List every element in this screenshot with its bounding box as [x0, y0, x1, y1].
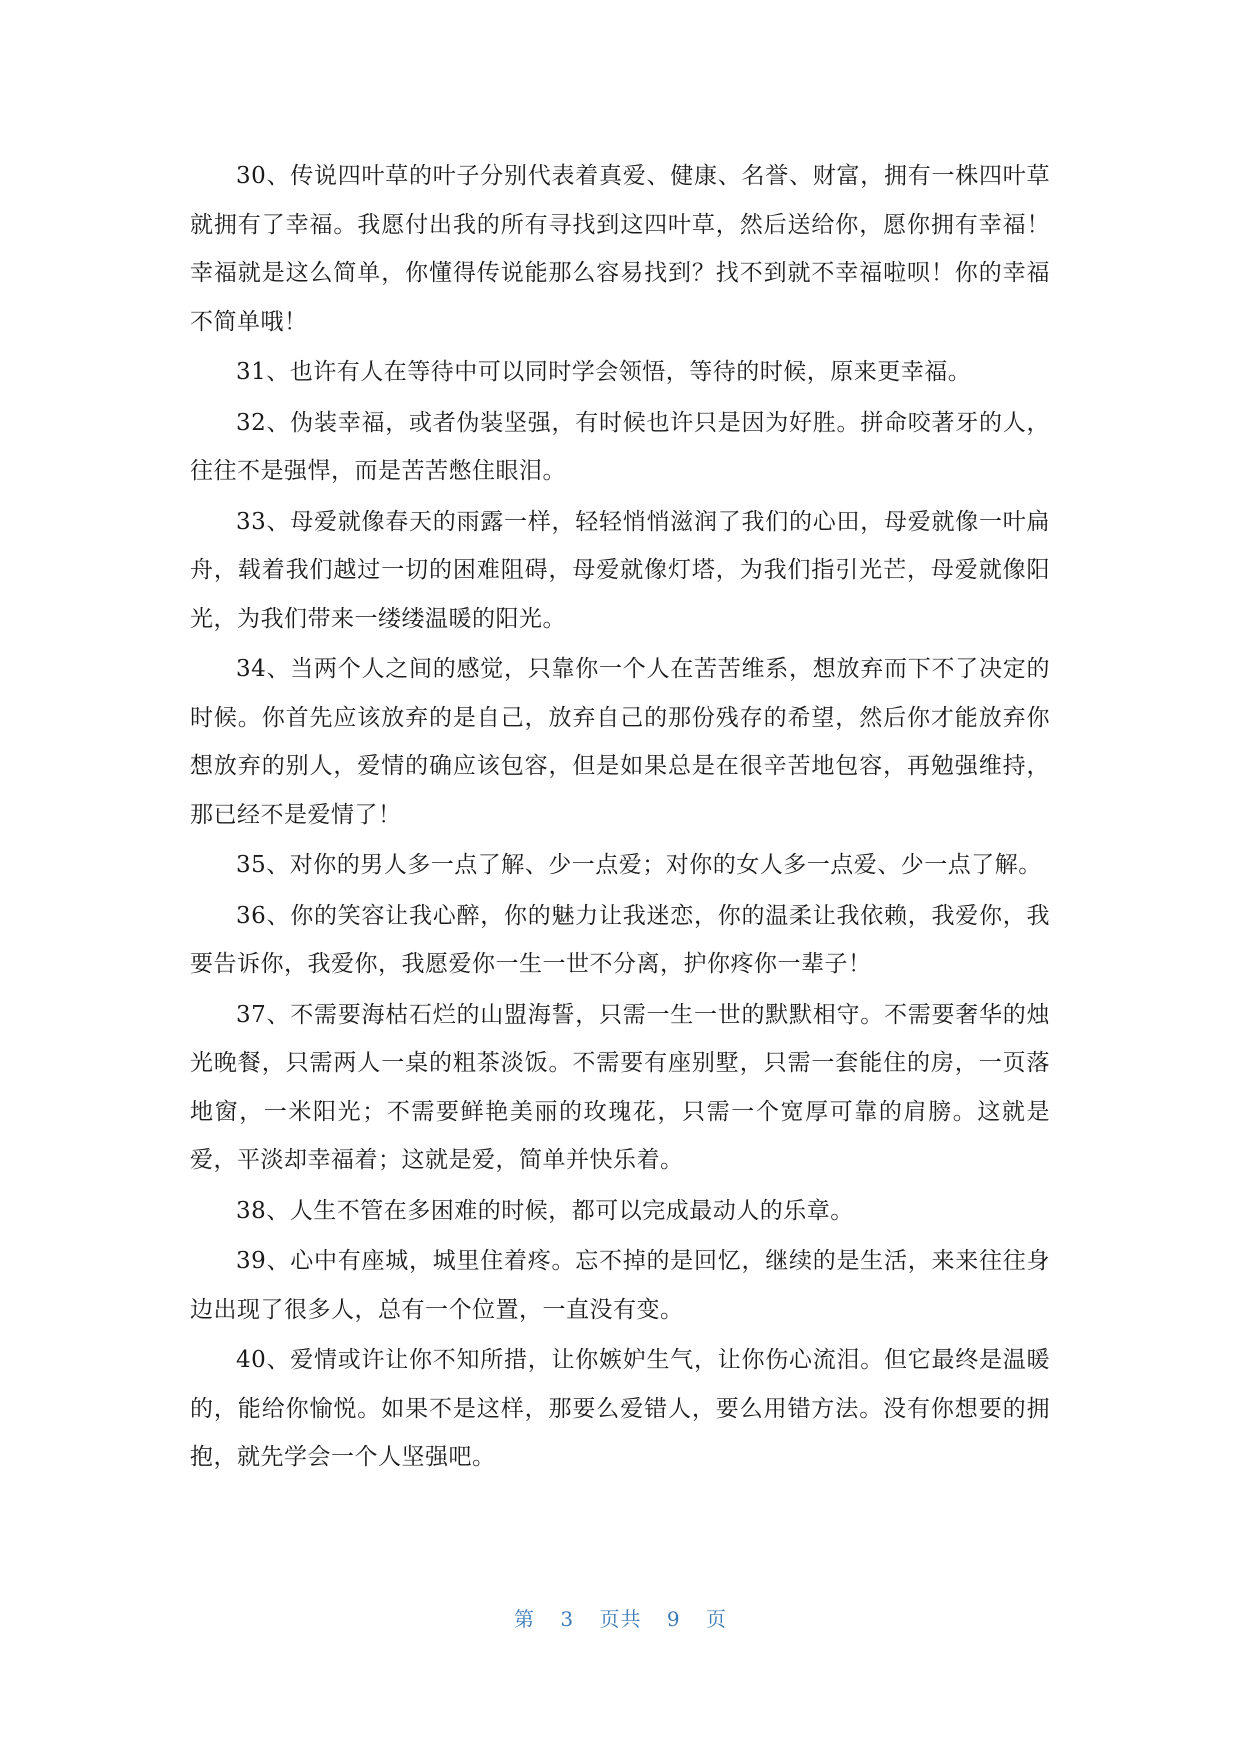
paragraph-32: 32、伪装幸福，或者伪装坚强，有时候也许只是因为好胜。拼命咬著牙的人，往往不是强悍，而是苦苦憋住眼泪。 — [190, 409, 1050, 484]
paragraph-37: 37、不需要海枯石烂的山盟海誓，只需一生一世的默默相守。不需要奢华的烛光晚餐，只需两人一桌的粗茶淡饭。不需要有座别墅，只需一套能住的房，一页落地窗，一米阳光；不需要鲜艳美丽的玫瑰花，只需一个宽厚可靠的肩膀。这就是爱，平淡却幸福着；这就是爱，简单并快乐着。 — [190, 1001, 1050, 1173]
paragraph-30: 30、传说四叶草的叶子分别代表着真爱、健康、名誉、财富，拥有一株四叶草就拥有了幸福。我愿付出我的所有寻找到这四叶草，然后送给你，愿你拥有幸福！幸福就是这么简单，你懂得传说能那么容易找到？找不到就不幸福啦呗！你的幸福不简单哦！ — [190, 163, 1050, 335]
paragraph-34: 34、当两个人之间的感觉，只靠你一个人在苦苦维系，想放弃而下不了决定的时候。你首先应该放弃的是自己，放弃自己的那份残存的希望，然后你才能放弃你想放弃的别人，爱情的确应该包容，但是如果总是在很辛苦地包容，再勉强维持，那已经不是爱情了！ — [190, 656, 1050, 828]
paragraph-36: 36、你的笑容让我心醉，你的魅力让我迷恋，你的温柔让我依赖，我爱你，我要告诉你，我爱你，我愿爱你一生一世不分离，护你疼你一辈子！ — [190, 902, 1050, 977]
paragraph-33: 33、母爱就像春天的雨露一样，轻轻悄悄滋润了我们的心田，母爱就像一叶扁舟，载着我们越过一切的困难阻碍，母爱就像灯塔，为我们指引光芒，母爱就像阳光，为我们带来一缕缕温暖的阳光。 — [190, 508, 1050, 632]
document-body — [190, 152, 1050, 1484]
page-footer — [0, 1603, 1241, 1632]
paragraph-35: 35、对你的男人多一点了解、少一点爱；对你的女人多一点爱、少一点了解。 — [236, 852, 1042, 878]
paragraph-40: 40、爱情或许让你不知所措，让你嫉妒生气，让你伤心流泪。但它最终是温暖的，能给你愉悦。如果不是这样，那要么爱错人，要么用错方法。没有你想要的拥抱，就先学会一个人坚强吧。 — [190, 1347, 1050, 1470]
footer-suffix: 页 — [705, 1607, 727, 1631]
footer-prefix: 第 — [514, 1607, 536, 1631]
paragraph-39: 39、心中有座城，城里住着疼。忘不掉的是回忆，继续的是生活，来来往往身边出现了很多人，总有一个位置，一直没有变。 — [190, 1248, 1050, 1323]
footer-current-page: 3 — [560, 1607, 575, 1631]
footer-total-pages: 9 — [666, 1607, 681, 1631]
paragraph-31: 31、也许有人在等待中可以同时学会领悟，等待的时候，原来更幸福。 — [236, 359, 972, 385]
footer-middle: 页共 — [599, 1607, 642, 1631]
paragraph-38: 38、人生不管在多困难的时候，都可以完成最动人的乐章。 — [236, 1197, 854, 1224]
